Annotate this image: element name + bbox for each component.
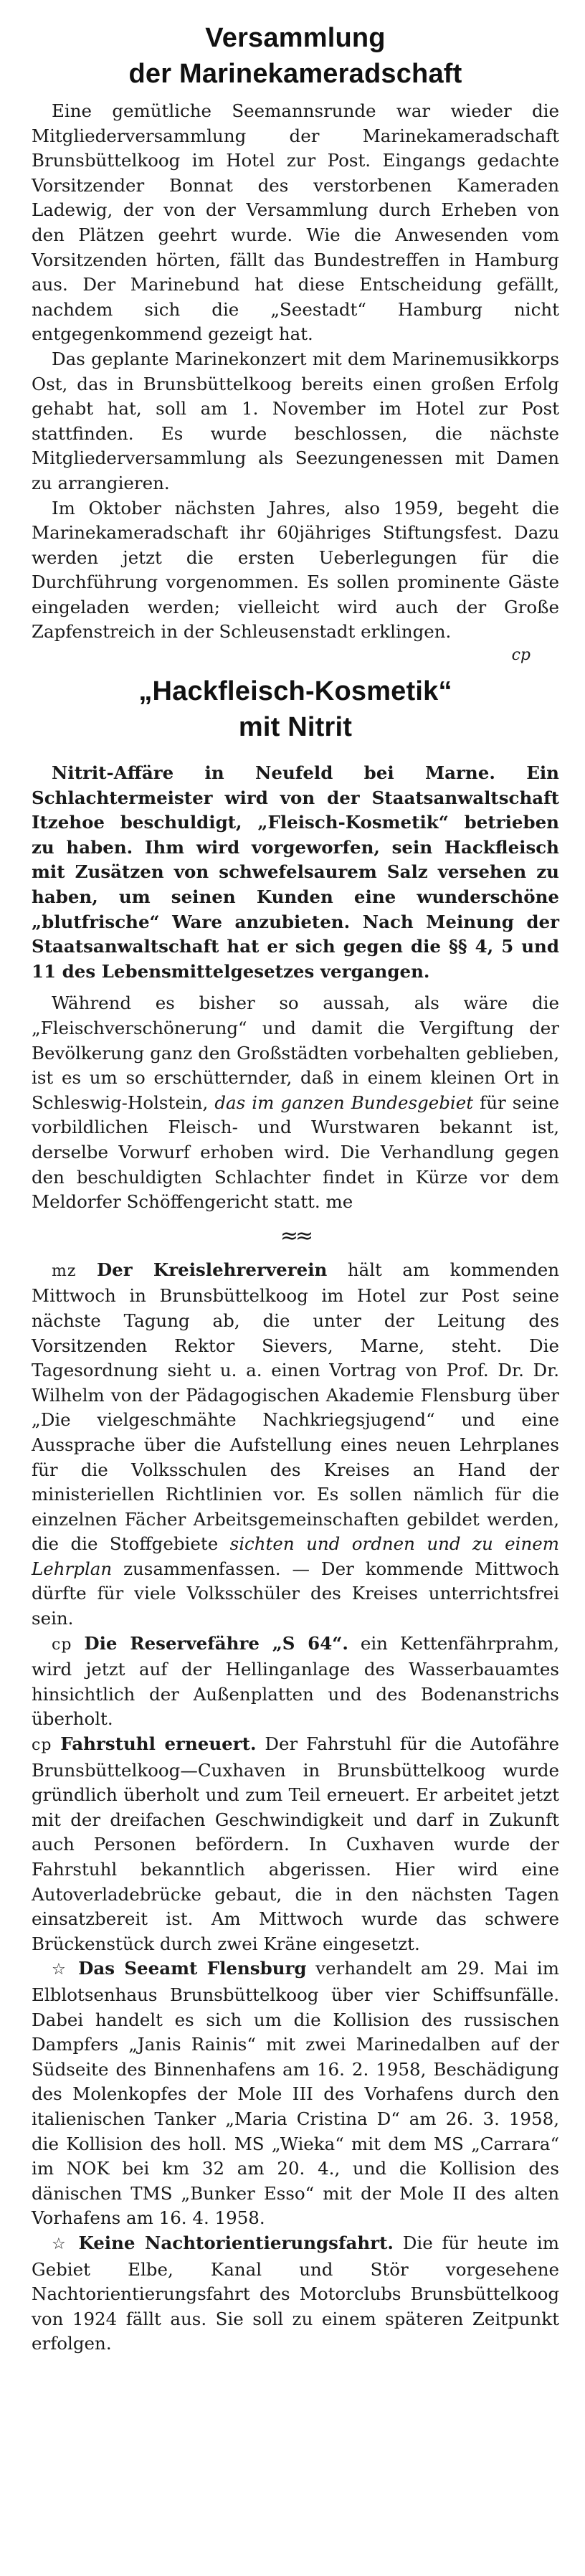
text-run: verhandelt am 29. Mai im Elblotsenhaus Brunsbüttelkoog über vier Schiffsunfälle. Dabei handelt es sich um die Kollision des russischen Dampfers „Janis Rainis“ mit zwei Marinedalben auf der Südseite des Binnenhafens am 16. 2. 1958, Beschädigung des Molenkopfes der Mole III des Vorhafens durch den italienischen Tanker „Maria Cristina D“ am 26. 3. 1958, die Kollision des holl. MS „Wieka“ mit dem MS „Carrara“ im NOK bei km 32 am 20. 4., und die Kollision des dänischen TMS „Bunker Esso“ mit der Mole II des alten Vorhafens am 16. 4. 1958. (32, 1958, 559, 2229)
article-hackfleisch (32, 673, 559, 1215)
paragraph (32, 991, 559, 1214)
text-run: Der Fahrstuhl für die Autofähre Brunsbüttelkoog—Cuxhaven in Brunsbüttelkoog wurde gründlich überholt und zum Teil erneuert. Er arbeitet jetzt mit der dreifachen Geschwindigkeit und darf in Zukunft auch Personen befördern. In Cuxhaven wurde der Fahrstuhl bekanntlich abgerissen. Hier wird eine Autoverladebrücke gebaut, die in den nächsten Tagen einsatzbereit ist. Am Mittwoch wurde das schwere Brückenstück durch zwei Kräne eingesetzt. (32, 1733, 559, 1954)
headline-line-1: „Hackfleisch-Kosmetik“ (138, 676, 452, 707)
news-brief (32, 2231, 559, 2357)
brief-head: Die Reservefähre „S 64“. (84, 1632, 348, 1654)
section-divider: ≈≈ (280, 1223, 311, 1249)
article-headline (32, 673, 559, 745)
text-run: für seine vorbildlichen Fleisch- und Wurstwaren bekannt ist, derselbe Vorwurf erhoben wird. Die Verhandlung gegen den beschuldigten Schlachter findet in Kürze vor dem Meldorfer Schöffengericht statt. (32, 1092, 559, 1213)
paragraph: Im Oktober nächsten Jahres, also 1959, begeht die Marinekameradschaft ihr 60jähriges Stiftungsfest. Dazu werden jetzt die ersten Ueberlegungen für die Durchführung vorgenommen. Es sollen prominente Gäste eingeladen werden; vielleicht wird auch der Große Zapfenstreich in der Schleusenstadt erklingen. (32, 497, 559, 643)
author-initials: mz (52, 1261, 77, 1280)
paragraph: Das geplante Marinekonzert mit dem Marinemusikkorps Ost, das in Brunsbüttelkoog bereits einen großen Erfolg gehabt hat, soll am 1. November im Hotel zur Post stattfinden. Es wurde beschlossen, die nächste Mitgliederversammlung als Seezungenessen mit Damen zu arrangieren. (32, 348, 559, 493)
brief-head: Der Kreislehrerverein (96, 1259, 328, 1280)
news-brief (32, 1956, 559, 2231)
brief-head: Fahrstuhl erneuert. (60, 1733, 257, 1755)
news-brief (32, 1632, 559, 1732)
brief-head: Keine Nachtorientierungsfahrt. (78, 2232, 394, 2253)
article-marinekameradschaft (32, 20, 559, 666)
text-run: Die für heute im Gebiet Elbe, Kanal und Stör vorgesehene Nachtorientierungsfahrt des Motorclubs Brunsbüttelkoog von 1924 fällt aus. Sie soll zu einem späteren Zeitpunkt erfolgen. (32, 2232, 559, 2354)
text-run: hält am kommenden Mittwoch in Brunsbüttelkoog im Hotel zur Post seine nächste Tagung ab, die unter der Leitung des Vorsitzenden Rektor Sievers, Marne, steht. Die Tagesordnung sieht u. a. einen Vortrag von Prof. Dr. Dr. Wilhelm von der Pädagogischen Akademie Flensburg über „Die vielgeschmähte Nachkriegsjugend“ und eine Aussprache über die Aufstellung eines neuen Lehrplanes für die Volksschulen des Kreises an Hand der ministeriellen Richtlinien vor. Es sollen nämlich für die einzelnen Fächer Arbeitsgemeinschaften gebildet werden, die die Stoffgebiete (32, 1259, 559, 1555)
headline-line-2: der Marinekameradschaft (128, 59, 462, 89)
lead-paragraph: Nitrit-Affäre in Neufeld bei Marne. Ein Schlachtermeister wird von der Staatsanwaltschaft Itzehoe beschuldigt, „Fleisch-Kosmetik“ betrieben zu haben. Ihm wird vorgeworfen, sein Hackfleisch mit Zusätzen von schwefelsaurem Salz versehen zu haben, um seinen Kunden eine wunderschöne „blutfrische“ Ware anzubieten. Nach Meinung der Staatsanwaltschaft hat er sich gegen die §§ 4, 5 und 11 des Lebensmittelgesetzes vergangen. (32, 762, 559, 982)
text-run: ein Kettenfährprahm, wird jetzt auf der Hellinganlage des Wasserbauamtes hinsichtlich der Außenplatten und des Bodenanstrichs überholt. (32, 1632, 559, 1730)
emphasis-text: das im ganzen Bundesgebiet (214, 1092, 474, 1113)
emphasis-text: sichten und ordnen und zu einem Lehrplan (32, 1533, 559, 1579)
text-run: zusammenfassen. — Der kommende Mittwoch dürfte für viele Volksschüler des Kreises unterrichtsfrei sein. (32, 1558, 559, 1629)
headline-line-1: Versammlung (205, 23, 386, 53)
author-signature: me (325, 1191, 353, 1213)
brief-head: Das Seeamt Flensburg (78, 1958, 307, 1979)
author-initials: cp (52, 1635, 72, 1654)
article-headline (32, 20, 559, 92)
author-mark: cp (511, 646, 531, 665)
author-initials: cp (32, 1736, 52, 1755)
news-brief (32, 1732, 559, 1956)
text-run: Während es bisher so aussah, als wäre die „Fleischverschönerung“ und damit die Vergiftung der Bevölkerung ganz den Großstädten vorbehalten geblieben, ist es um so erschütternder, daß in einem kleinen Ort in Schleswig-Holstein, (32, 993, 559, 1113)
headline-line-2: mit Nitrit (238, 712, 353, 743)
local-news-briefs (32, 1258, 559, 2357)
news-brief (32, 1258, 559, 1632)
star-icon: ☆ (52, 2235, 70, 2253)
paragraph: Eine gemütliche Seemannsrunde war wieder die Mitgliederversammlung der Marinekameradschaft Brunsbüttelkoog im Hotel zur Post. Eingangs gedachte Vorsitzender Bonnat des verstorbenen Kameraden Ladewig, der von der Versammlung durch Erheben von den Plätzen geehrt wurde. Wie die Anwesenden vom Vorsitzenden hörten, fällt das Bundestreffen in Hamburg aus. Der Marinebund hat diese Entscheidung gefällt, nachdem sich die „Seestadt“ Hamburg nicht entgegenkommend gezeigt hat. (32, 100, 559, 345)
star-icon: ☆ (52, 1961, 70, 1979)
